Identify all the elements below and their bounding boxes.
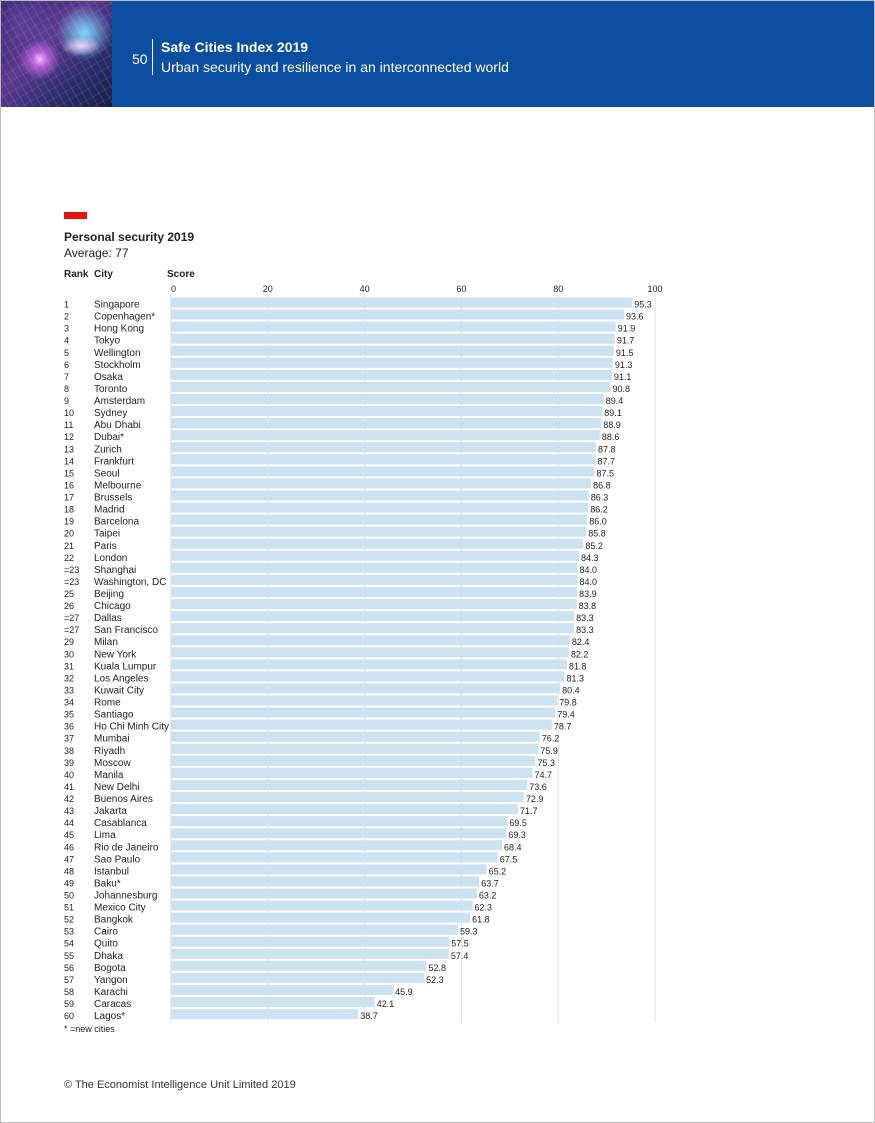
bar-value-label: 88.6 [601, 432, 620, 443]
bar-value-label: 89.1 [604, 408, 622, 419]
bar [171, 985, 393, 995]
bar [171, 430, 600, 440]
city-label: Istanbul [94, 866, 130, 878]
bar [171, 708, 555, 718]
city-label: Copenhagen* [94, 311, 156, 323]
bar-value-label: 81.8 [568, 661, 587, 672]
bar [171, 346, 614, 356]
rank-label: 4 [64, 335, 70, 346]
bar [171, 720, 552, 730]
rank-label: 41 [64, 781, 75, 792]
bar-value-label: 82.2 [570, 649, 589, 660]
city-label: Dallas [94, 613, 122, 625]
bar-value-label: 63.7 [481, 878, 499, 889]
rank-label: 49 [64, 878, 75, 889]
rank-label: 58 [64, 986, 75, 997]
bar-value-label: 93.6 [626, 311, 644, 322]
rank-label: 38 [64, 745, 75, 756]
rank-label: 56 [64, 962, 75, 973]
city-label: Kuala Lumpur [94, 661, 157, 673]
report-subtitle: Urban security and resilience in an interconnected world [161, 59, 509, 75]
bar-value-label: 76.2 [541, 733, 560, 744]
bar [171, 792, 524, 802]
rank-label: 46 [64, 842, 75, 853]
bar-value-label: 83.3 [576, 625, 594, 636]
city-label: Melbourne [94, 480, 142, 492]
rank-label: 6 [64, 359, 70, 370]
personal-security-bar-chart [1, 1, 875, 1123]
city-label: Toronto [94, 383, 128, 395]
bar [171, 913, 470, 923]
city-label: Jakarta [94, 806, 127, 818]
rank-label: 16 [64, 480, 75, 491]
bar [171, 515, 587, 525]
bar [171, 744, 538, 754]
city-label: Karachi [94, 986, 128, 998]
bar [171, 840, 502, 850]
bar-value-label: 85.8 [588, 528, 606, 539]
city-label: Kuwait City [94, 685, 145, 697]
rank-label: 53 [64, 926, 75, 937]
score-column-header: Score [167, 269, 195, 280]
city-label: Buenos Aires [94, 794, 153, 806]
bar [171, 876, 479, 886]
city-label: Brussels [94, 492, 133, 504]
bar-value-label: 86.0 [589, 516, 607, 527]
bar [171, 575, 578, 585]
bar-value-label: 69.5 [509, 818, 527, 829]
bar [171, 382, 610, 392]
rank-label: 29 [64, 637, 75, 648]
bar-value-label: 57.5 [451, 938, 469, 949]
city-label: Santiago [94, 709, 134, 721]
bar [171, 804, 518, 814]
rank-label: 52 [64, 914, 75, 925]
bar-value-label: 86.2 [590, 504, 608, 515]
rank-label: 1 [64, 299, 70, 310]
rank-label: 21 [64, 540, 75, 551]
bar-value-label: 83.3 [576, 613, 594, 624]
bar [171, 454, 595, 464]
bar [171, 539, 583, 549]
rank-label: 42 [64, 794, 75, 805]
rank-label: 51 [64, 902, 75, 913]
bar [171, 551, 579, 561]
bar-value-label: 65.2 [488, 866, 507, 877]
rank-label: =23 [64, 564, 80, 575]
rank-label: =23 [64, 576, 80, 587]
bar-value-label: 90.8 [612, 383, 631, 394]
bar [171, 756, 535, 766]
city-label: Yangon [94, 974, 128, 986]
rank-label: 10 [64, 408, 75, 419]
bar [171, 563, 578, 573]
bar-value-label: 52.8 [428, 962, 447, 973]
city-label: Casablanca [94, 818, 147, 830]
bar-value-label: 89.4 [605, 396, 624, 407]
city-label: Manila [94, 769, 124, 781]
chart-subtitle: Average: 77 [64, 246, 129, 260]
rank-label: 31 [64, 661, 75, 672]
bar-value-label: 82.4 [571, 637, 590, 648]
rank-column-header: Rank [64, 269, 89, 280]
city-label: Bangkok [94, 914, 133, 926]
city-label: Lima [94, 830, 116, 842]
bar [171, 406, 602, 416]
bar-value-label: 83.9 [579, 589, 597, 599]
bar [171, 732, 540, 742]
rank-label: =27 [64, 625, 80, 636]
bar [171, 503, 588, 513]
rank-label: 39 [64, 757, 75, 768]
bar-value-label: 81.3 [566, 673, 585, 684]
bar-value-label: 42.1 [376, 999, 395, 1010]
rank-label: 5 [64, 347, 70, 358]
bar-value-label: 62.3 [474, 902, 493, 913]
rank-label: 14 [64, 456, 75, 467]
bar-value-label: 45.9 [395, 986, 413, 997]
bar-value-label: 67.5 [499, 854, 518, 865]
rank-label: 13 [64, 444, 75, 455]
rank-label: 43 [64, 806, 75, 817]
bar-value-label: 86.3 [590, 492, 609, 503]
bar [171, 647, 569, 657]
bar-value-label: 91.7 [616, 335, 635, 346]
city-label: Mumbai [94, 733, 130, 745]
rank-label: 47 [64, 854, 75, 865]
bar-value-label: 52.3 [426, 974, 444, 985]
x-tick-label: 60 [456, 284, 467, 294]
bar-value-label: 63.2 [478, 890, 497, 901]
x-tick-label: 0 [171, 284, 177, 294]
bar-value-label: 87.7 [597, 456, 615, 467]
bar [171, 334, 615, 344]
city-label: Quito [94, 938, 118, 950]
bar [171, 901, 473, 911]
bar [171, 587, 577, 597]
rank-label: 55 [64, 950, 75, 961]
city-label: Shanghai [94, 564, 137, 576]
city-label: Cairo [94, 926, 118, 938]
report-title: Safe Cities Index 2019 [161, 39, 309, 55]
bar-value-label: 84.3 [581, 552, 599, 563]
city-label: Rio de Janeiro [94, 842, 159, 854]
city-label: Dhaka [94, 950, 123, 962]
bar-value-label: 73.6 [529, 781, 547, 792]
rank-label: 57 [64, 974, 75, 985]
bar-value-label: 57.4 [450, 950, 469, 961]
bar [171, 1009, 358, 1019]
city-label: Riyadh [94, 745, 126, 757]
rank-label: 9 [64, 396, 70, 407]
bar-value-label: 85.2 [585, 540, 603, 551]
bar-value-label: 91.3 [614, 359, 633, 370]
city-label: Seoul [94, 468, 120, 480]
x-tick-label: 20 [262, 284, 273, 294]
city-label: Mexico City [94, 902, 146, 914]
bar [171, 768, 533, 778]
rank-label: 20 [64, 528, 75, 539]
bar-value-label: 71.7 [520, 806, 538, 817]
rank-label: 45 [64, 830, 75, 841]
city-label: Madrid [94, 504, 125, 516]
rank-label: 48 [64, 866, 75, 877]
bar-value-label: 87.8 [597, 444, 616, 455]
bar [171, 394, 604, 404]
bar [171, 937, 449, 947]
city-label: Beijing [94, 589, 125, 600]
bar-value-label: 75.3 [537, 757, 555, 768]
rank-label: 35 [64, 709, 75, 720]
bar-value-label: 59.3 [460, 926, 478, 937]
city-label: Dubai* [94, 432, 125, 444]
rank-label: 54 [64, 938, 75, 949]
city-label: Johannesburg [94, 890, 158, 902]
rank-label: 30 [64, 649, 75, 660]
rank-label: 2 [64, 311, 70, 322]
bar [171, 370, 612, 380]
bar-value-label: 72.9 [525, 794, 544, 805]
city-label: Frankfurt [94, 456, 135, 468]
rank-label: 33 [64, 685, 75, 696]
bar [171, 478, 591, 488]
rank-label: 32 [64, 673, 75, 684]
rank-label: 60 [64, 1011, 75, 1022]
city-label: Amsterdam [94, 396, 146, 408]
city-label: Barcelona [94, 516, 140, 528]
rank-label: 22 [64, 552, 75, 563]
bar [171, 888, 477, 898]
bar-value-label: 61.8 [472, 914, 490, 925]
chart-footnote: * =new cities [64, 1024, 115, 1034]
city-label: Paris [94, 540, 117, 552]
copyright-notice: © The Economist Intelligence Unit Limited 2019 [64, 1079, 296, 1091]
bar [171, 310, 624, 320]
x-tick-label: 100 [647, 284, 663, 294]
bar-value-label: 91.9 [617, 323, 636, 334]
city-label: Sao Paulo [94, 854, 141, 866]
city-label: Ho Chi Minh City [94, 721, 170, 733]
rank-label: 37 [64, 733, 75, 744]
bar [171, 816, 507, 826]
x-tick-label: 80 [553, 284, 564, 294]
city-label: Stockholm [94, 359, 141, 371]
rank-label: 11 [64, 420, 74, 431]
bar [171, 527, 586, 537]
bar-value-label: 78.7 [553, 721, 572, 732]
bar [171, 828, 506, 838]
rank-label: 34 [64, 697, 75, 708]
bar-value-label: 69.3 [508, 830, 526, 841]
rank-label: 3 [64, 323, 70, 334]
city-label: New York [94, 649, 137, 661]
city-column-header: City [94, 269, 113, 280]
x-tick-label: 40 [359, 284, 370, 294]
bar-value-label: 75.9 [540, 745, 558, 756]
rank-label: 12 [64, 432, 75, 443]
city-label: Lagos* [94, 1011, 126, 1023]
city-label: Bogota [94, 962, 126, 974]
rank-label: 19 [64, 516, 75, 527]
bar [171, 973, 424, 983]
bar-value-label: 38.7 [360, 1011, 378, 1022]
bar [171, 780, 527, 790]
city-label: Sydney [94, 408, 128, 420]
bar [171, 961, 427, 971]
city-label: Abu Dhabi [94, 420, 141, 432]
city-label: Chicago [94, 601, 131, 613]
bar [171, 418, 601, 428]
bar [171, 611, 574, 621]
bar [171, 671, 564, 681]
city-label: Caracas [94, 999, 132, 1011]
city-label: Baku* [94, 878, 121, 890]
city-label: Wellington [94, 347, 141, 359]
rank-label: 25 [64, 589, 75, 599]
bar-value-label: 91.5 [615, 347, 634, 358]
rank-label: 59 [64, 999, 75, 1010]
rank-label: 7 [64, 371, 70, 382]
bar-value-label: 95.3 [634, 299, 652, 310]
rank-label: 18 [64, 504, 75, 515]
city-label: San Francisco [94, 625, 158, 637]
city-label: Milan [94, 637, 118, 649]
rank-label: 15 [64, 468, 75, 479]
bar [171, 599, 577, 609]
bar [171, 442, 596, 452]
city-label: Los Angeles [94, 673, 149, 685]
bar-value-label: 91.1 [613, 371, 632, 382]
bar [171, 997, 375, 1007]
rank-label: =27 [64, 613, 80, 624]
bar-value-label: 84.0 [579, 576, 598, 587]
rank-label: 50 [64, 890, 75, 901]
bar-value-label: 87.5 [596, 468, 615, 479]
bar [171, 322, 616, 332]
bar [171, 623, 574, 633]
rank-label: 40 [64, 769, 75, 780]
bar-value-label: 74.7 [534, 769, 553, 780]
city-label: Rome [94, 697, 121, 709]
bar-value-label: 86.8 [593, 480, 611, 491]
bar-value-label: 79.4 [557, 709, 575, 720]
bar [171, 466, 595, 476]
rank-label: 17 [64, 492, 75, 503]
city-label: Washington, DC [94, 576, 167, 588]
page-number: 50 [132, 51, 148, 67]
chart-title: Personal security 2019 [64, 230, 195, 244]
bar-value-label: 83.8 [578, 601, 597, 612]
rank-label: 36 [64, 721, 75, 732]
city-label: Zurich [94, 444, 122, 456]
bar [171, 635, 570, 645]
city-label: London [94, 552, 128, 564]
city-label: Tokyo [94, 335, 121, 347]
bar [171, 659, 567, 669]
rank-label: 26 [64, 601, 75, 612]
rank-label: 8 [64, 383, 70, 394]
city-label: New Delhi [94, 781, 140, 793]
bar [171, 864, 487, 874]
city-label: Moscow [94, 757, 131, 769]
bar [171, 852, 498, 862]
rank-label: 44 [64, 818, 75, 829]
bar-value-label: 84.0 [579, 564, 598, 575]
city-label: Singapore [94, 299, 140, 311]
bar [171, 695, 557, 705]
bar-value-label: 80.4 [562, 685, 580, 696]
bar [171, 358, 613, 368]
bar [171, 949, 449, 959]
city-label: Taipei [94, 528, 121, 540]
bar-value-label: 68.4 [504, 842, 522, 853]
city-label: Osaka [94, 371, 123, 383]
bar-value-label: 88.9 [603, 420, 621, 431]
bar [171, 298, 632, 308]
city-label: Hong Kong [94, 323, 145, 335]
bar [171, 490, 589, 500]
bar [171, 683, 560, 693]
bar [171, 925, 458, 935]
bar-value-label: 79.8 [559, 697, 577, 708]
